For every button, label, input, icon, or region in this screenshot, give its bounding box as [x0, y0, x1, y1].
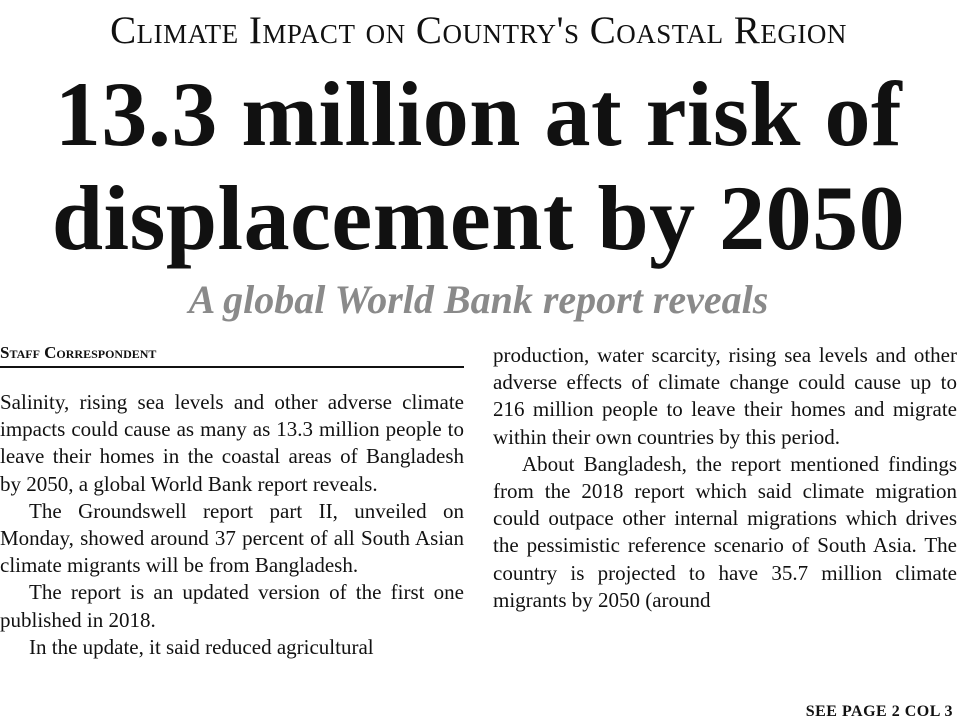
- kicker-headline: Climate Impact on Country's Coastal Region: [110, 9, 847, 52]
- paragraph: The Groundswell report part II, unveiled on Monday, showed around 37 percent of all South Asian climate migrants will be from Bangladesh.: [0, 498, 464, 578]
- continuation-note: SEE PAGE 2 COL 3: [805, 703, 953, 720]
- byline: Staff Correspondent: [0, 343, 464, 368]
- paragraph: Salinity, rising sea levels and other adverse climate impacts could cause as many as 13.3 million people to leave their homes in the coastal areas of Bangladesh by 2050, a global World Bank report reveals.: [0, 390, 464, 496]
- article-column-2: [493, 342, 957, 614]
- paragraph: The report is an updated version of the first one published in 2018.: [0, 580, 464, 632]
- paragraph: In the update, it said reduced agricultural: [29, 634, 374, 659]
- paragraph: production, water scarcity, rising sea levels and other adverse effects of climate change could cause up to 216 million people to leave their homes and migrate within their own countries by this period.: [493, 343, 957, 449]
- article-column-1: [0, 389, 464, 661]
- main-headline: 13.3 million at risk of displacement by 2050: [51, 63, 906, 269]
- paragraph: About Bangladesh, the report mentioned findings from the 2018 report which said climate migration could outpace other internal migrations which drives the pessimistic reference scenario of South Asia. The country is projected to have 35.7 million climate migrants by 2050 (around: [493, 451, 957, 612]
- subheadline: A global World Bank report reveals: [188, 277, 769, 322]
